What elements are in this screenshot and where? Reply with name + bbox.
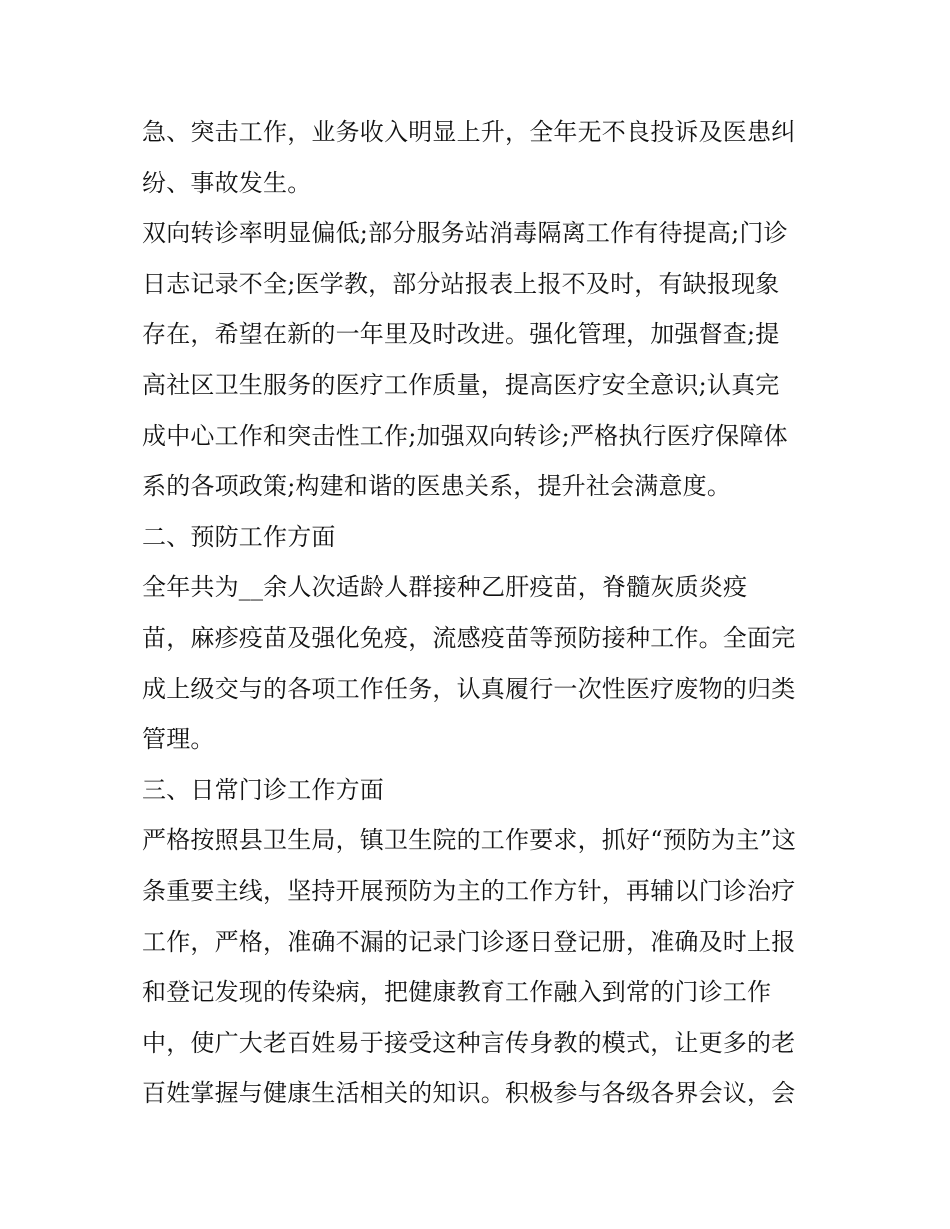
text-line: 和登记发现的传染病，把健康教育工作融入到常的门诊工作 bbox=[142, 978, 772, 1007]
text-line: 成上级交与的各项工作任务，认真履行一次性医疗废物的归类 bbox=[142, 674, 796, 703]
text-line: 成中心工作和突击性工作;加强双向转诊;严格执行医疗保障体 bbox=[142, 421, 788, 450]
text-line: 严格按照县卫生局，镇卫生院的工作要求，抓好“预防为主”这 bbox=[142, 826, 797, 855]
text-line: 工作，严格，准确不漏的记录门诊逐日登记册，准确及时上报 bbox=[142, 927, 796, 956]
text-line: 存在，希望在新的一年里及时改进。强化管理，加强督查;提 bbox=[142, 320, 780, 349]
text-line: 管理。 bbox=[142, 725, 215, 754]
text-line: 纷、事故发生。 bbox=[142, 168, 312, 197]
section-heading-outpatient: 三、日常门诊工作方面 bbox=[142, 775, 384, 804]
text-line: 苗，麻疹疫苗及强化免疫，流感疫苗等预防接种工作。全面完 bbox=[142, 623, 796, 652]
text-line: 高社区卫生服务的医疗工作质量，提高医疗安全意识;认真完 bbox=[142, 370, 780, 399]
text-line: 急、突击工作，业务收入明显上升，全年无不良投诉及医患纠 bbox=[142, 118, 796, 146]
document-body bbox=[142, 107, 822, 1119]
text-line: 中，使广大老百姓易于接受这种言传身教的模式，让更多的老 bbox=[142, 1028, 796, 1057]
text-line: 全年共为__余人次适龄人群接种乙肝疫苗，脊髓灰质炎疫 bbox=[142, 573, 748, 602]
text-line: 系的各项政策;构建和谐的医患关系，提升社会满意度。 bbox=[142, 472, 732, 501]
text-line: 日志记录不全;医学教，部分站报表上报不及时，有缺报现象 bbox=[142, 269, 780, 298]
text-line: 条重要主线，坚持开展预防为主的工作方针，再辅以门诊治疗 bbox=[142, 876, 796, 905]
text-line: 百姓掌握与健康生活相关的知识。积极参与各级各界会议，会 bbox=[142, 1079, 796, 1108]
text-line: 双向转诊率明显偏低;部分服务站消毒隔离工作有待提高;门诊 bbox=[142, 219, 788, 248]
section-heading-prevention: 二、预防工作方面 bbox=[142, 522, 336, 551]
